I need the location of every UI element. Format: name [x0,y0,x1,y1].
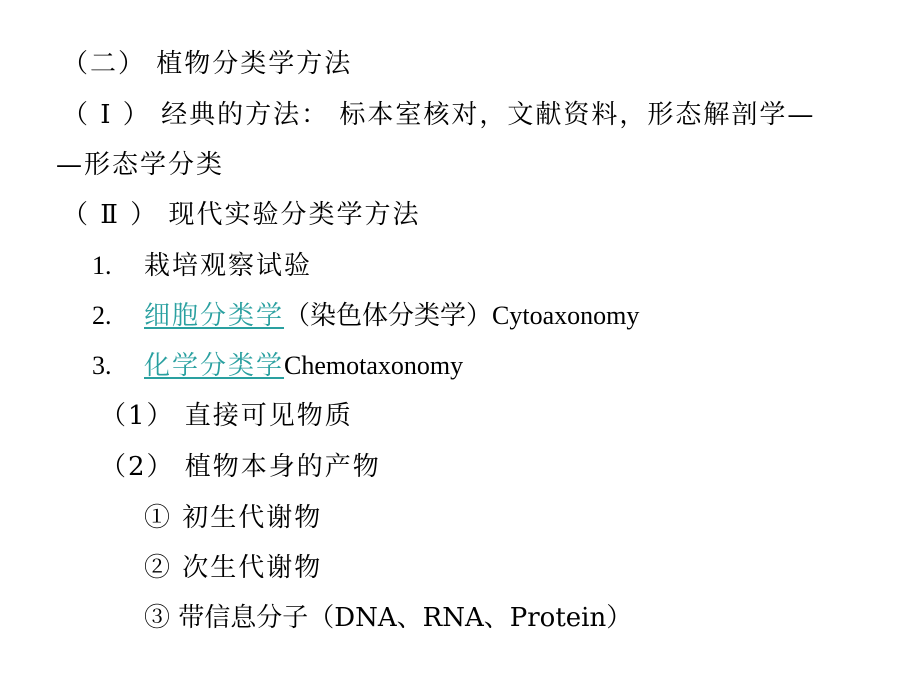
classical-method-line2: —形态学分类 [56,150,225,180]
list-item-2 [92,300,639,332]
list-text: 栽培观察试验 [144,251,313,281]
list-number: 3. [92,351,112,380]
circled-item-1: ① 初生代谢物 [144,503,323,533]
section-heading: （二） 植物分类学方法 [62,49,353,79]
list-text: Chemotaxonomy [284,351,464,380]
chemotaxonomy-link[interactable]: 化学分类学 [144,351,285,381]
circled-item-3: ③ 带信息分子（DNA、RNA、Protein） [144,603,633,633]
modern-method-heading: （ Ⅱ ） 现代实验分类学方法 [62,200,421,230]
circled-item-2: ② 次生代谢物 [144,553,323,583]
list-item-1 [92,250,312,282]
list-number: 1. [92,251,112,280]
sub-item-2: （2） 植物本身的产物 [100,452,381,482]
sub-item-1: （1） 直接可见物质 [100,401,353,431]
cytotaxonomy-link[interactable]: 细胞分类学 [144,301,285,331]
list-text: （染色体分类学）Cytoaxonomy [284,301,640,330]
list-item-3 [92,350,463,382]
classical-method-line1: （ Ⅰ ） 经典的方法： 标本室核对，文献资料，形态解剖学— [62,100,816,130]
list-number: 2. [92,301,112,330]
